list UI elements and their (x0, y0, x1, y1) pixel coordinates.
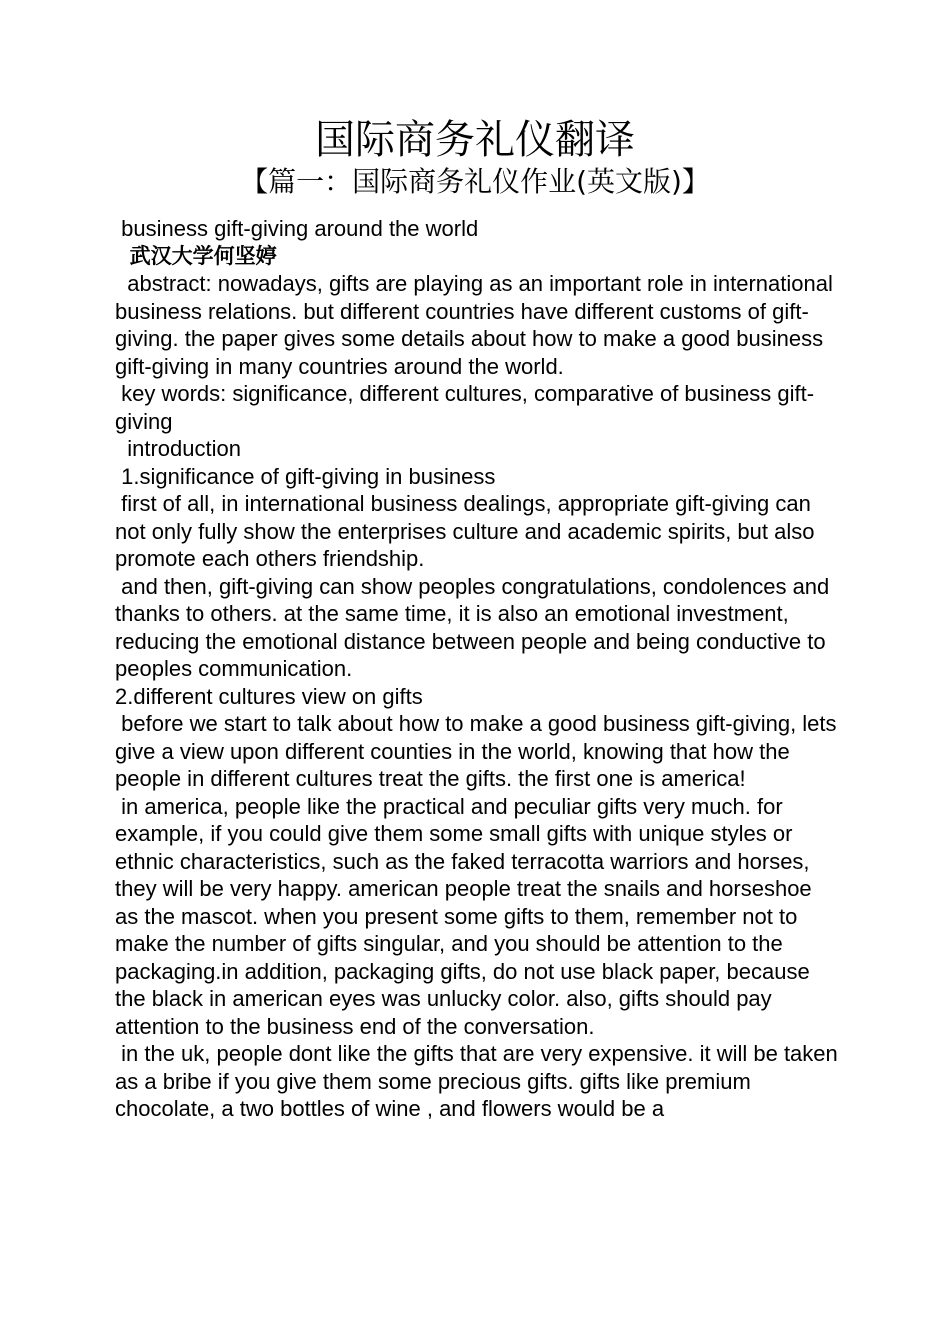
paragraph-introduction: introduction (115, 436, 241, 461)
paragraph: first of all, in international business dealings, appropriate gift-giving can not only fully show the enterprises culture and academic spirits, but also promote each others friendship. (115, 491, 827, 571)
document-body (115, 215, 844, 1123)
paragraph: before we start to talk about how to make a good business gift-giving, lets give a view upon different counties in the world, knowing that how the people in different cultures treat the gifts. the first one is america! (115, 711, 843, 791)
paragraph-heading: business gift-giving around the world (115, 216, 479, 241)
author-line: 武汉大学何坚婷 (115, 243, 277, 268)
paragraph: in america, people like the practical and peculiar gifts very much. for example, if you could give them some small gifts with unique styles or ethnic characteristics, such as the faked terracotta warriors and horses, they will be very happy. american people treat the snails and horseshoe as the mascot. when you present some gifts to them, remember not to make the number of gifts singular, and you should be attention to the packaging.in addition, packaging gifts, do not use black paper, because the black in american eyes was unlucky color. also, gifts should pay attention to the business end of the conversation. (115, 793, 818, 1039)
section-heading-significance: 1.significance of gift-giving in business (115, 463, 496, 489)
paragraph: and then, gift-giving can show peoples congratulations, condolences and thanks to others. at the same time, it is also an emotional investment, reducing the emotional distance between people and being conductive to peoples communication. (115, 573, 836, 681)
section-heading-cultures: 2.different cultures view on gifts (115, 683, 423, 709)
paragraph-keywords: key words: significance, different cultures, comparative of business gift-giving (115, 381, 815, 434)
document-subtitle: 【篇一：国际商务礼仪作业(英文版)】 (240, 165, 710, 198)
document-title: 国际商务礼仪翻译 (315, 117, 635, 163)
paragraph-abstract: abstract: nowadays, gifts are playing as an important role in international business relations. but different countries have different customs of gift-giving. the paper gives some details about how to make a good business gift-giving in many countries around the world. (115, 271, 839, 379)
paragraph: in the uk, people dont like the gifts that are very expensive. it will be taken as a bribe if you give them some precious gifts. gifts like premium chocolate, a two bottles of wine , and flowers would be a (115, 1041, 844, 1121)
